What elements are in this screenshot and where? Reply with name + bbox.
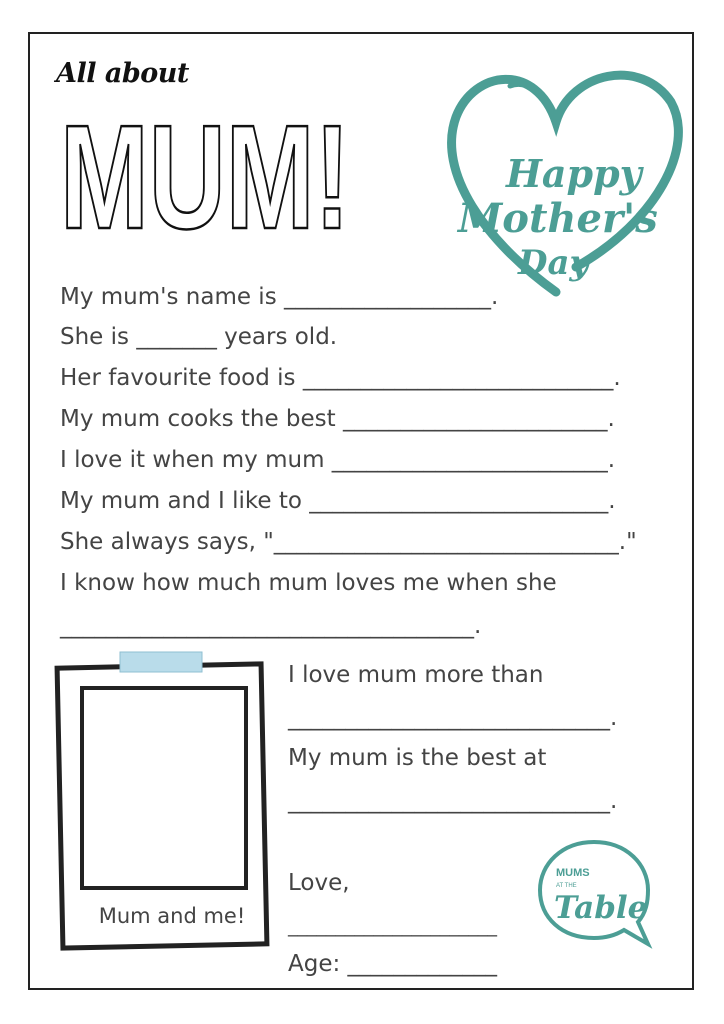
photo-caption: Mum and me!: [98, 904, 246, 928]
prompt-mum-name: My mum's name is __________________.: [60, 284, 499, 310]
mum-title: [58, 95, 358, 260]
prompt-best-at-blank: ____________________________.: [288, 788, 618, 814]
tape-strip: [120, 652, 202, 672]
happy-mothers-day-heart: [426, 52, 684, 310]
prompt-age: She is _______ years old.: [60, 324, 338, 350]
prompt-best-at: My mum is the best at: [288, 745, 547, 771]
prompt-cooks-best: My mum cooks the best _______________________.: [60, 406, 615, 432]
prompt-loves-me: I know how much mum loves me when she: [60, 570, 557, 596]
prompt-always-says: She always says, "______________________________.": [60, 529, 637, 555]
prompt-loves-me-blank: ____________________________________.: [60, 613, 482, 639]
mum-title-text: MUM!: [60, 95, 350, 260]
prompt-more-than-blank: ____________________________.: [288, 705, 618, 731]
prompt-like-to: My mum and I like to __________________________.: [60, 488, 616, 514]
photo-area: [82, 688, 246, 888]
prompt-more-than: I love mum more than: [288, 662, 544, 688]
logo-at-the: AT THE: [556, 883, 577, 889]
logo-mums: MUMS: [556, 867, 590, 879]
logo-table: Table: [554, 890, 648, 926]
prompt-love: Love,: [288, 870, 350, 896]
mums-at-the-table-logo: [536, 838, 658, 948]
heart-line-mothers: Mother's: [458, 195, 658, 242]
all-about-heading: All about: [56, 58, 189, 89]
heart-line-day: Day: [518, 243, 590, 283]
prompt-age-label: Age: _____________: [288, 951, 498, 977]
prompt-love-blank: ______________________: [288, 915, 497, 937]
heart-line-happy: Happy: [506, 151, 642, 196]
prompt-love-when: I love it when my mum ________________________.: [60, 447, 616, 473]
prompt-favourite-food: Her favourite food is ___________________________.: [60, 365, 621, 391]
